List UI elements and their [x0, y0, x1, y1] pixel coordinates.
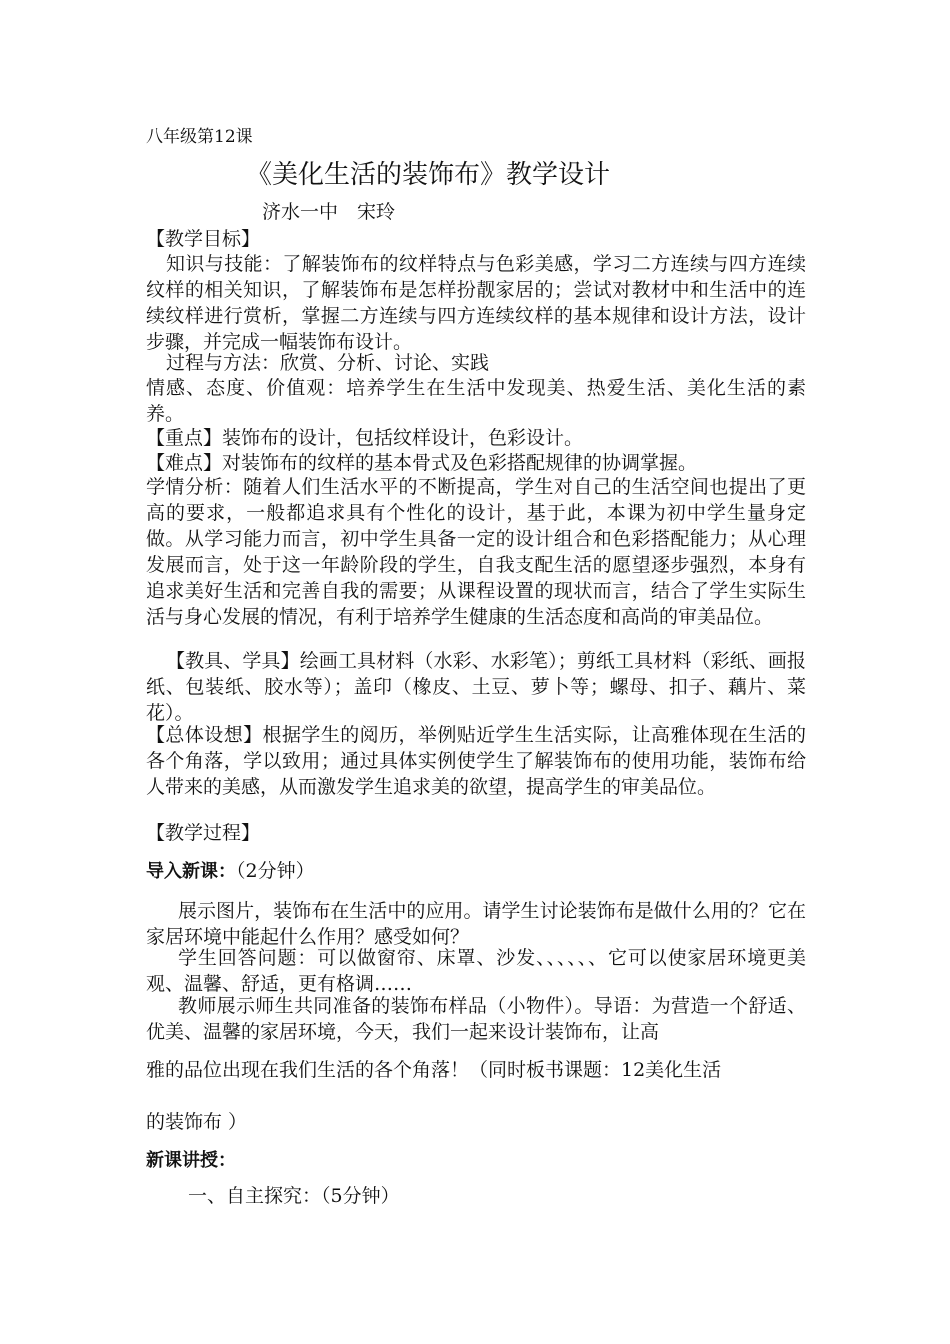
goals-heading: 【教学目标】: [146, 228, 261, 250]
intro-heading: 导入新课：: [146, 861, 236, 882]
intro-time: （2分钟）: [236, 860, 315, 882]
process-heading: 【教学过程】: [146, 822, 261, 844]
analysis-paragraph: 学情分析：随着人们生活水平的不断提高，学生对自己的生活空间也提出了更高的要求，一般都追求具有个性化的设计，基于此，本课为初中学生量身定做。从学习能力而言，初中学生具备一定的设计组合和色彩搭配能力；从心理发展而言，处于这一年龄阶段的学生，自我支配生活的愿望逐步强烈，本身有追求美好生活和完善自我的需要；从课程设置的现状而言，结合了学生实际生活与身心发展的情况，有利于培养学生健康的生活态度和高尚的审美品位。: [146, 476, 806, 628]
tools-paragraph: 【教具、学具】绘画工具材料（水彩、水彩笔）；剪纸工具材料（彩纸、画报纸、包装纸、胶水等）；盖印（橡皮、土豆、萝卜等；螺母、扣子、藕片、菜花）。: [146, 650, 806, 724]
step-1: 一、自主探究：（5分钟）: [188, 1185, 400, 1207]
process-paragraph: 过程与方法：欣赏、分析、讨论、实践: [166, 352, 490, 374]
knowledge-paragraph: 知识与技能：了解装饰布的纹样特点与色彩美感，学习二方连续与四方连续纹样的相关知识，了解装饰布是怎样扮靓家居的；尝试对教材中和生活中的连续纹样进行赏析，掌握二方连续与四方连续纹样的基本规律和设计方法，设计步骤，并完成一幅装饰布设计。: [146, 253, 806, 353]
new-lesson-heading: 新课讲授：: [146, 1150, 236, 1171]
emotion-paragraph: 情感、态度、价值观：培养学生在生活中发现美、热爱生活、美化生活的素养。: [146, 377, 806, 425]
overall-paragraph: 【总体设想】根据学生的阅历，举例贴近学生生活实际，让高雅体现在生活的各个角落，学以致用；通过具体实例使学生了解装饰布的使用功能，装饰布给人带来的美感，从而激发学生追求美的欲望，提高学生的审美品位。: [146, 724, 806, 798]
key-point: 【重点】装饰布的设计，包括纹样设计，色彩设计。: [146, 427, 584, 449]
intro-paragraph-3: 教师展示师生共同准备的装饰布样品（小物件）。导语：为营造一个舒适、优美、温馨的家居环境，今天，我们一起来设计装饰布，让高: [146, 995, 806, 1043]
difficulty: 【难点】对装饰布的纹样的基本骨式及色彩搭配规律的协调掌握。: [146, 452, 698, 474]
intro-line: [146, 858, 806, 885]
document-title: 《美化生活的装饰布》教学设计: [246, 160, 611, 190]
intro-paragraph-1: 展示图片，装饰布在生活中的应用。请学生讨论装饰布是做什么用的？它在家居环境中能起什么作用？感受如何？: [146, 900, 806, 948]
author-line: 济水一中 宋玲: [262, 201, 396, 223]
grade-label: 八年级第12课: [146, 127, 253, 147]
intro-paragraph-3-line-3: 雅的品位出现在我们生活的各个角落！（同时板书课题：12美化生活: [146, 1059, 722, 1081]
intro-paragraph-3-line-4: 的装饰布 ）: [146, 1111, 248, 1133]
intro-paragraph-2: 学生回答问题：可以做窗帘、床罩、沙发、、、、、、它可以使家居环境更美观、温馨、舒适，更有格调……: [146, 947, 806, 995]
